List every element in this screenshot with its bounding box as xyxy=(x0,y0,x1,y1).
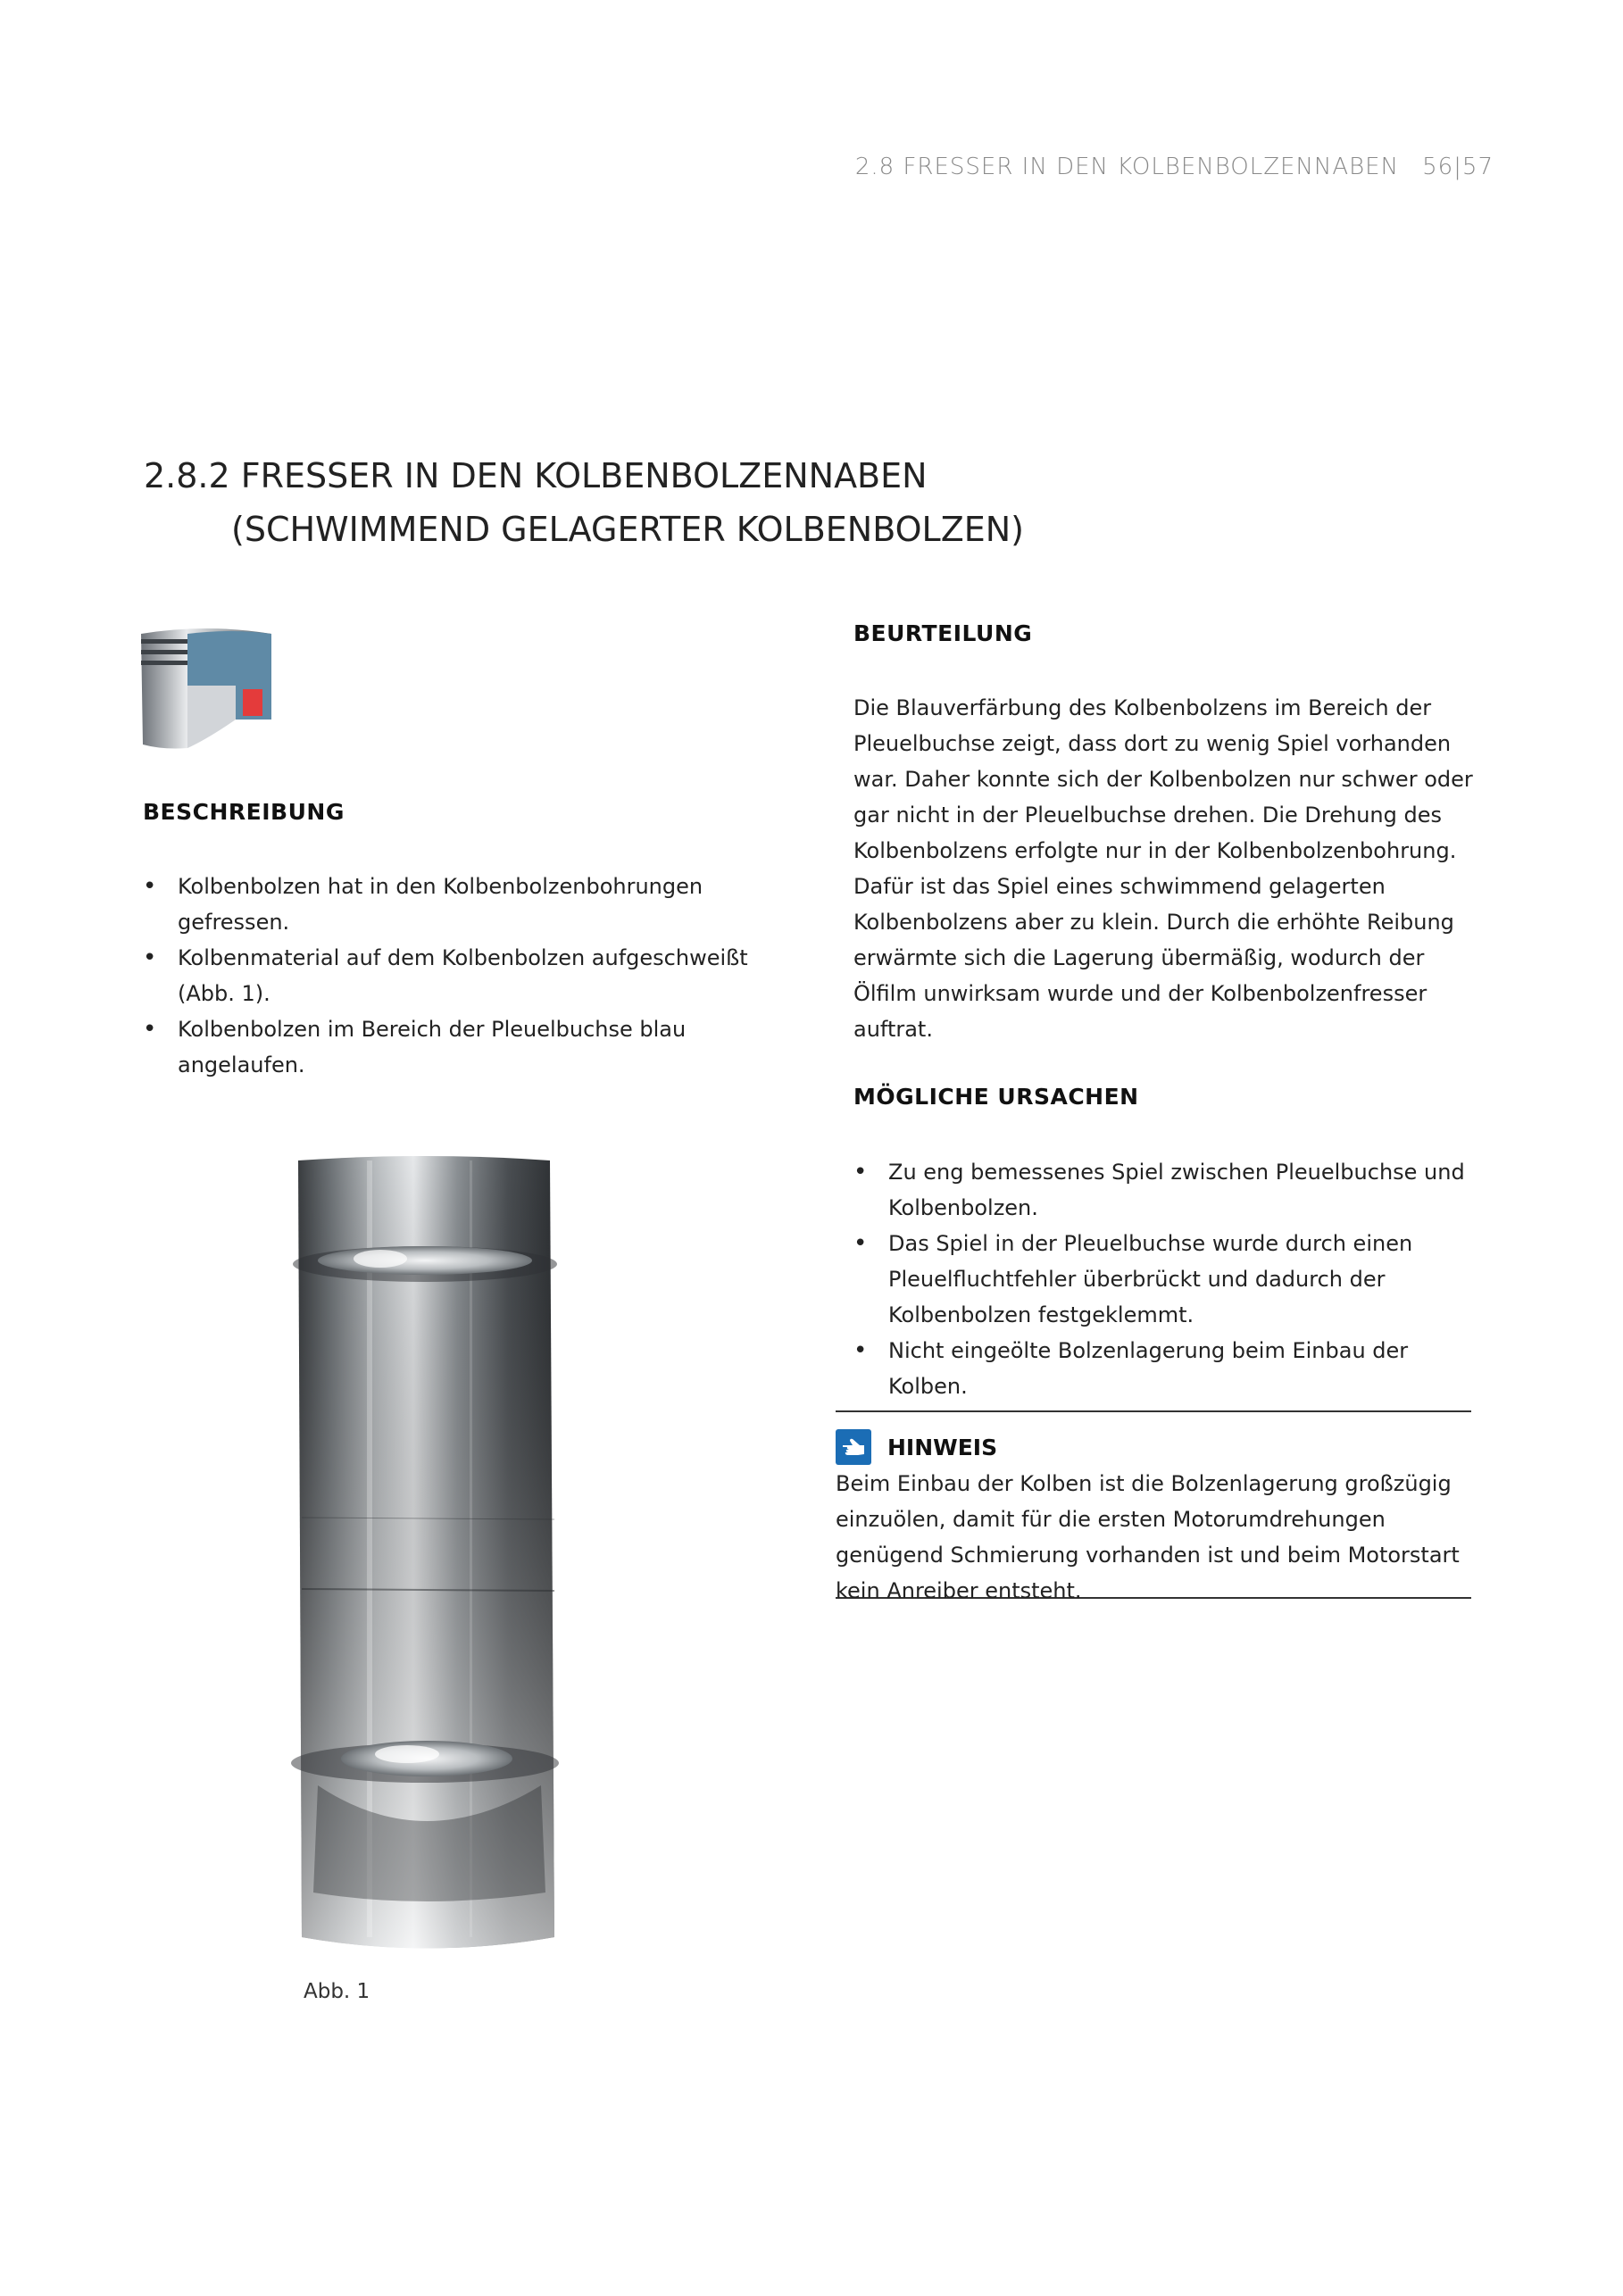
list-item: • Nicht eingeölte Bolzenlagerung beim Einbau der Kolben. xyxy=(853,1333,1487,1404)
beschreibung-list xyxy=(143,869,750,1083)
hinweis-heading: HINWEIS xyxy=(887,1434,998,1460)
section-title: 2.8 FRESSER IN DEN KOLBENBOLZENNABEN xyxy=(854,154,1400,180)
piston-pin-photo xyxy=(104,1089,621,2009)
piston-cutaway-icon xyxy=(136,623,279,757)
beurteilung-heading: BEURTEILUNG xyxy=(853,620,1033,646)
hinweis-header xyxy=(836,1428,1471,1466)
running-header xyxy=(855,154,1494,180)
beurteilung-text: Die Blauverfärbung des Kolbenbolzens im Bereich der Pleuelbuchse zeigt, dass dort zu wenig Spiel vorhanden war. Daher konnte sich der Kolbenbolzen nur schwer oder gar nicht in der Pleuelbuchse drehen. Die Drehung des Kolbenbolzens erfolgte nur in der Kolbenbolzenbohrung. Dafür ist das Spiel eines schwimmend gelagerten Kolbenbolzens aber zu klein. Durch die erhöhte Reibung erwärmte sich die Lagerung übermäßig, wodurch der Ölfilm unwirksam wurde und der Kolbenbolzenfresser auftrat. xyxy=(853,695,1473,1042)
figure-caption: Abb. 1 xyxy=(304,1980,370,2003)
ursachen-list xyxy=(853,1154,1487,1404)
beschreibung-heading: BESCHREIBUNG xyxy=(143,799,345,825)
title-line-1: 2.8.2 FRESSER IN DEN KOLBENBOLZENNABEN xyxy=(144,456,928,496)
ursachen-heading: MÖGLICHE URSACHEN xyxy=(853,1084,1139,1110)
list-item: • Das Spiel in der Pleuelbuchse wurde durch einen Pleuelfluchtfehler überbrückt und dadurch der Kolbenbolzen festgeklemmt. xyxy=(853,1226,1487,1333)
list-item: • Kolbenbolzen hat in den Kolbenbolzenbohrungen gefressen. xyxy=(143,869,750,940)
pointing-hand-icon xyxy=(836,1429,871,1465)
page-title xyxy=(144,449,1024,556)
list-item: • Kolbenbolzen im Bereich der Pleuelbuchse blau angelaufen. xyxy=(143,1011,750,1083)
hinweis-text: Beim Einbau der Kolben ist die Bolzenlagerung großzügig einzuölen, damit für die ersten Motorumdrehungen genügend Schmierung vorhanden ist und beim Motorstart kein Anreiber entsteht. xyxy=(836,1471,1460,1603)
hinweis-box xyxy=(836,1410,1471,1603)
list-item: • Kolbenmaterial auf dem Kolbenbolzen aufgeschweißt (Abb. 1). xyxy=(143,940,750,1011)
title-line-2: (SCHWIMMEND GELAGERTER KOLBENBOLZEN) xyxy=(231,510,1025,550)
page-numbers: 56|57 xyxy=(1422,154,1494,180)
list-item: • Zu eng bemessenes Spiel zwischen Pleuelbuchse und Kolbenbolzen. xyxy=(853,1154,1487,1226)
